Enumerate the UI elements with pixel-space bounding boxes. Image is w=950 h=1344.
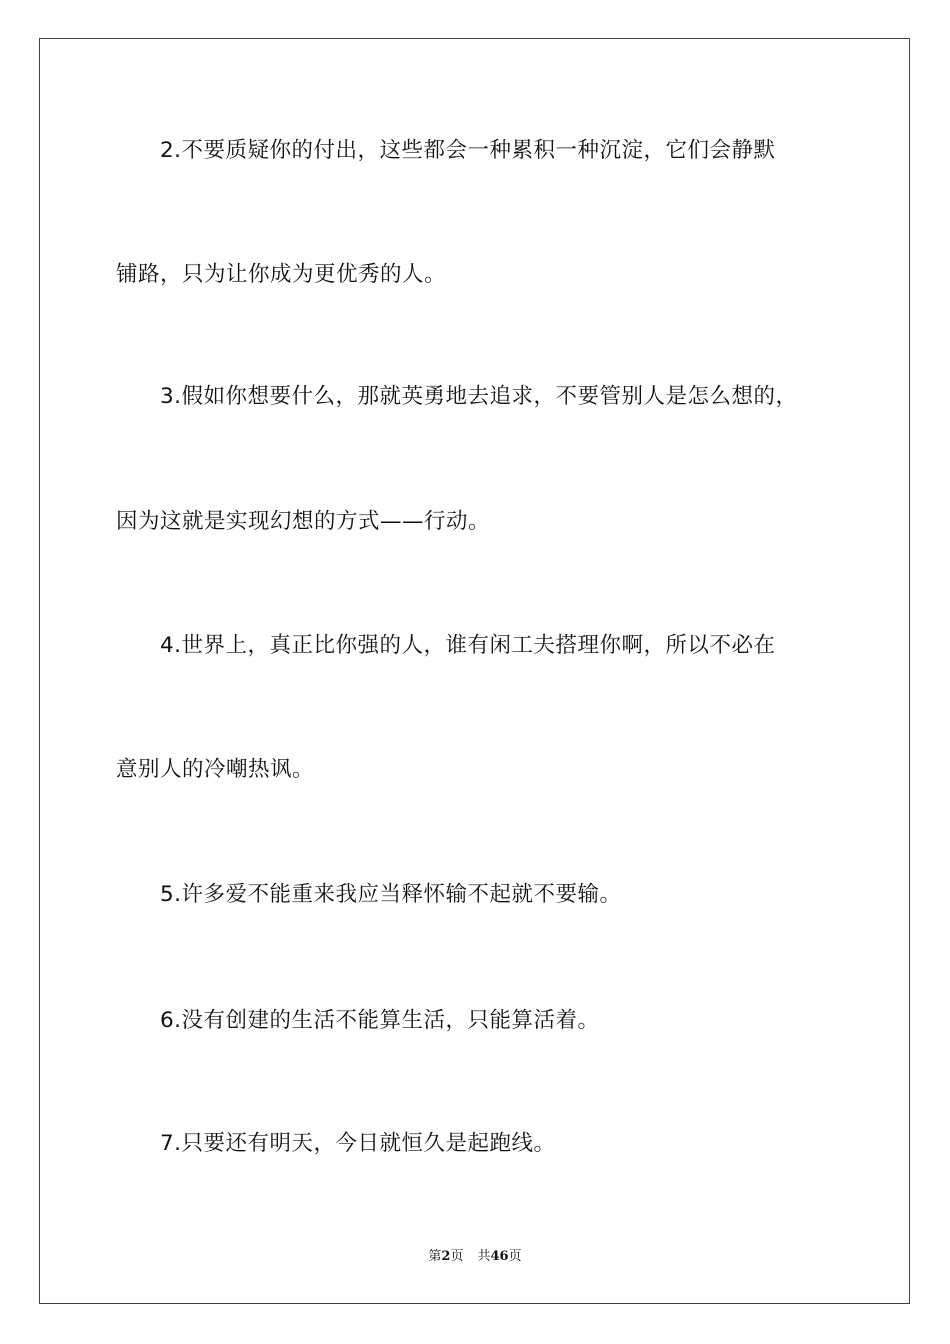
footer-total-suffix: 页 bbox=[508, 1249, 522, 1264]
footer-total-prefix: 共 bbox=[477, 1249, 491, 1264]
paragraph-3-line-2: 因为这就是实现幻想的方式——行动。 bbox=[116, 509, 491, 534]
paragraph-6: 6.没有创建的生活不能算生活，只能算活着。 bbox=[160, 1008, 600, 1033]
paragraph-2-line-1: 2.不要质疑你的付出，这些都会一种累积一种沉淀，它们会静默 bbox=[160, 138, 776, 163]
footer-page-prefix: 第 bbox=[428, 1249, 442, 1264]
paragraph-7: 7.只要还有明天，今日就恒久是起跑线。 bbox=[160, 1131, 556, 1156]
paragraph-4-line-2: 意别人的冷嘲热讽。 bbox=[116, 757, 315, 782]
paragraph-3-line-1: 3.假如你想要什么，那就英勇地去追求，不要管别人是怎么想的， bbox=[160, 384, 798, 409]
page-border bbox=[39, 38, 910, 1304]
paragraph-5: 5.许多爱不能重来我应当释怀输不起就不要输。 bbox=[160, 882, 622, 907]
footer-total-pages: 46 bbox=[490, 1249, 509, 1264]
footer-page-number: 2 bbox=[441, 1249, 451, 1264]
page-footer bbox=[0, 1248, 950, 1266]
paragraph-4-line-1: 4.世界上，真正比你强的人，谁有闲工夫搭理你啊，所以不必在 bbox=[160, 633, 776, 658]
paragraph-2-line-2: 铺路，只为让你成为更优秀的人。 bbox=[116, 262, 447, 287]
footer-page-suffix: 页 bbox=[450, 1249, 464, 1264]
